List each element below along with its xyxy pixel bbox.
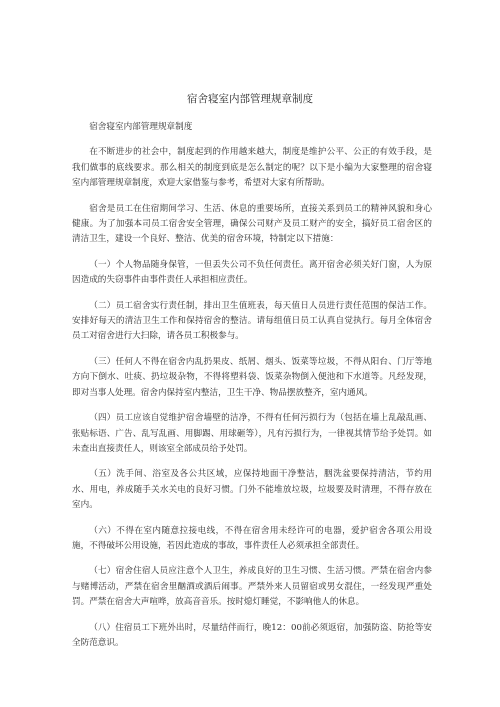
- rule-8: （八）住宿员工下班外出时，尽量结伴而行，晚12：00前必须返宿，加强防盗、防抢等安全防范意识。: [72, 622, 432, 648]
- rule-3: （三）任何人不得在宿舍内乱扔果皮、纸屑、烟头、饭菜等垃圾，不得从阳台、门厅等地方向下倒水、吐痰、扔垃圾杂物，不得将塑料袋、饭菜杂物倒入便池和下水道等。凡经发现，即对当事人处理。宿舍内保持室内整洁，卫生干净、物品摆放整齐，室内通风。: [72, 356, 432, 398]
- document-body: [72, 120, 432, 661]
- rule-1: （一）个人物品随身保管，一但丢失公司不负任何责任。离开宿舍必须关好门窗，人为原因造成的失窃事件由事件责任人承担相应责任。: [72, 259, 432, 286]
- rule-7: （七）宿舍住宿人员应注意个人卫生，养成良好的卫生习惯、生活习惯。严禁在宿舍内参与赌博活动，严禁在宿舍里酗酒或酒后闹事。严禁外来人员留宿或男女混住，一经发现严重处罚。严禁在宿舍大声喧哗，放高音音乐。按时熄灯睡觉，不影响他人的休息。: [72, 566, 432, 608]
- paragraph-intro: 在不断进步的社会中，制度起到的作用越来越大，制度是维护公平、公正的有效手段，是我们做事的底线要求。那么相关的制度到底是怎么制定的呢？以下是小编为大家整理的宿舍寝室内部管理规章制度，欢迎大家借鉴与参考，希望对大家有所帮助。: [72, 147, 432, 189]
- rule-5: （五）洗手间、浴室及各公共区域，应保持地面干净整洁，胭洗盆要保持清洁，节约用水、用电，养成随手关水关电的良好习惯。门外不能堆放垃圾，垃圾要及时清理，不得存放在室内。: [72, 469, 432, 511]
- rule-4: （四）员工应该自觉维护宿舍墙壁的洁净，不得有任何污损行为（包括在墙上乱敲乱画、张贴标语、广告、乱写乱画、用脚踢、用球砸等），凡有污损行为，一律视其情节给予处罚。如未查出直接责任人，则该室全部成员给予处罚。: [72, 413, 432, 454]
- paragraph-purpose: 宿舍是员工在住宿期间学习、生活、休息的重要场所，直接关系到员工的精神风貌和身心健康。为了加强本司员工宿舍安全管理，确保公司财产及员工财产的安全，搞好员工宿舍区的清洁卫生，建设一个良好、整洁、优美的宿舍环境，特制定以下措施：: [72, 203, 432, 245]
- rule-6: （六）不得在室内随意拉接电线，不得在宿舍用未经许可的电器，爱护宿舍各项公用设施，不得破坏公用设施，若因此造成的事故，事件责任人必须承担全部责任。: [72, 525, 432, 551]
- document-title: 宿舍寝室内部管理规章制度: [187, 93, 313, 105]
- document-subtitle: 宿舍寝室内部管理规章制度: [89, 122, 193, 132]
- rule-2: （二）员工宿舍实行责任制，排出卫生值班表，每天值日人员进行责任范围的保洁工作。安排好每天的清洁卫生工作和保持宿舍的整洁。请每组值日员工认真自觉执行。每月全体宿舍员工对宿舍进行大扫除，请各员工积极参与。: [72, 300, 432, 342]
